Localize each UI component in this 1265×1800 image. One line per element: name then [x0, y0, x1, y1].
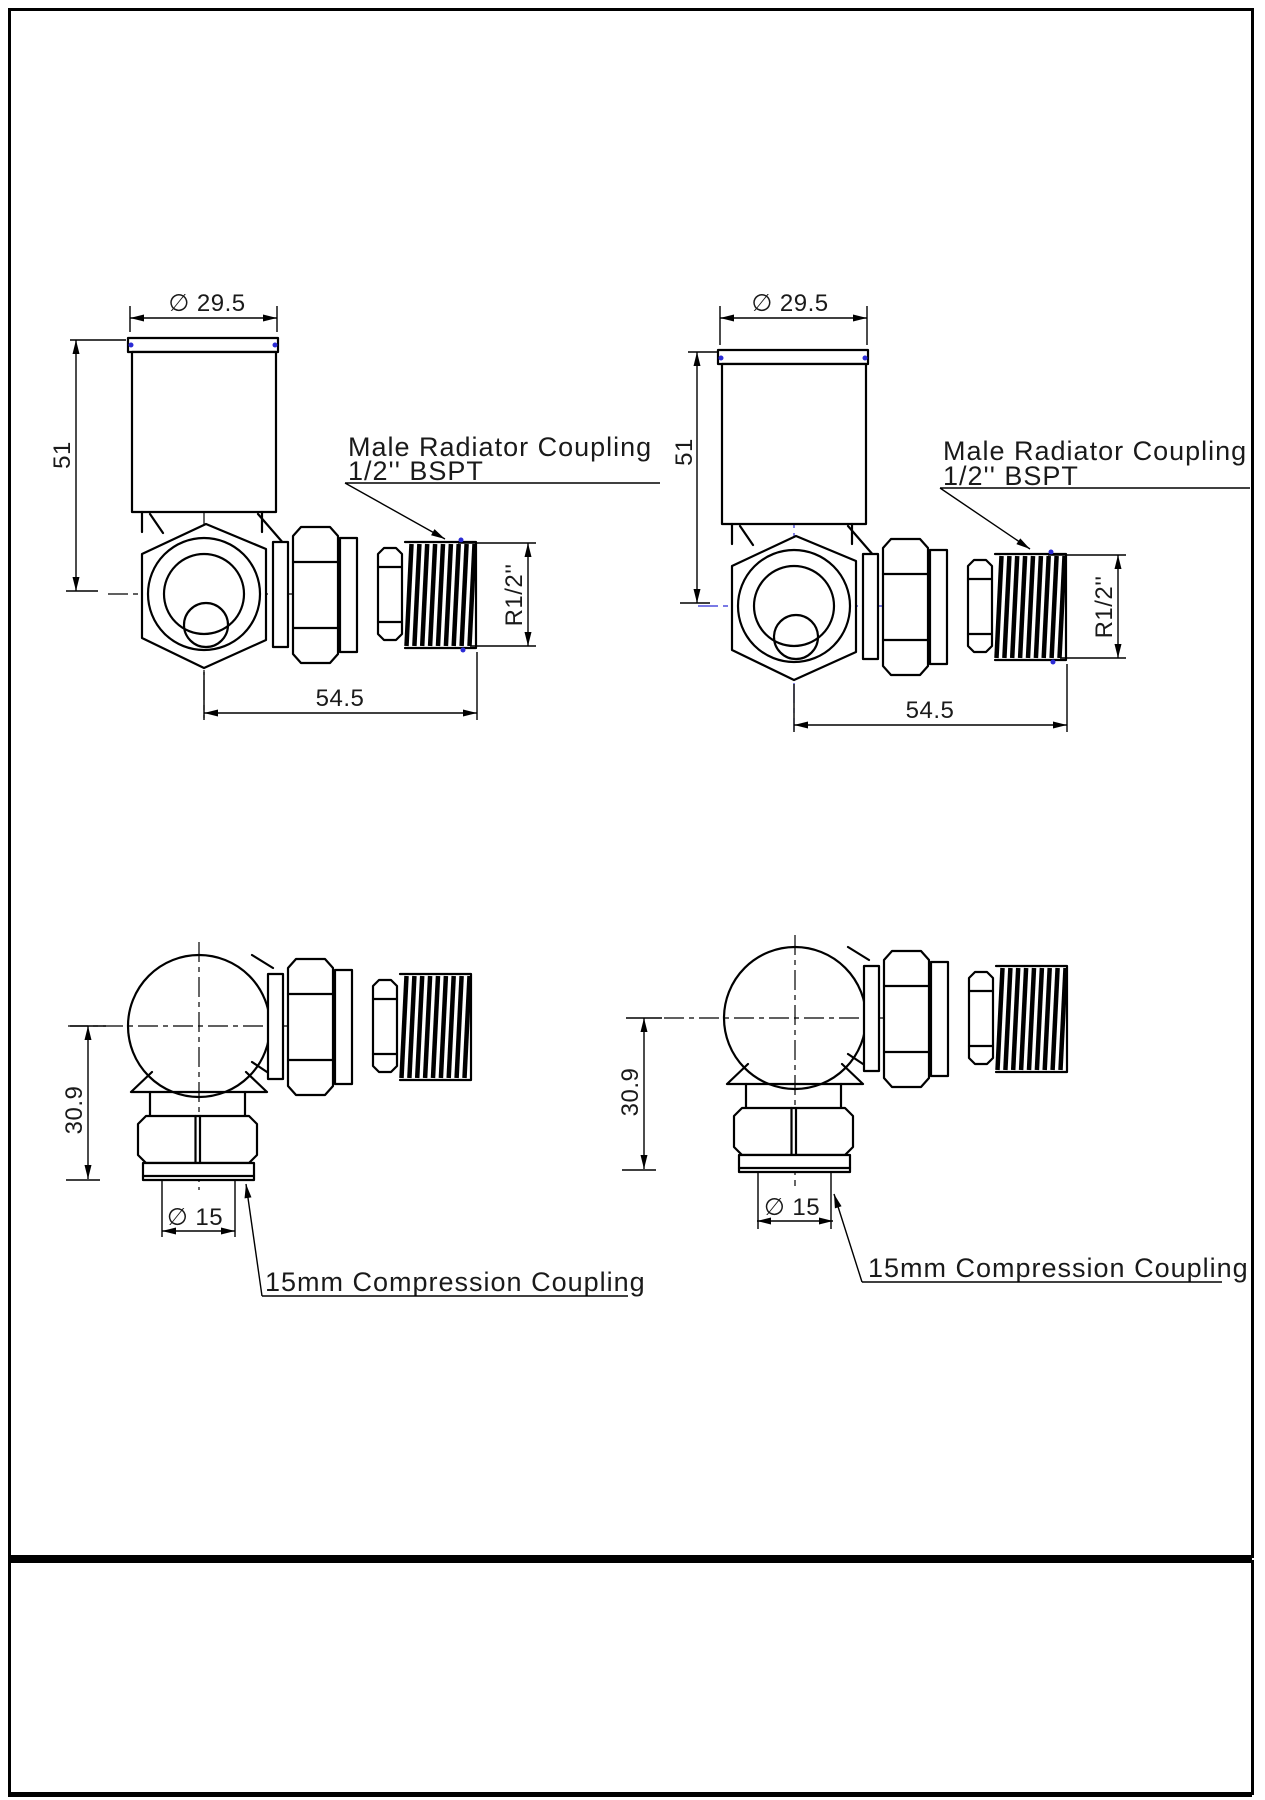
dim-text-thread-size: R1/2''	[501, 563, 528, 627]
callout-text: 15mm Compression Coupling	[265, 1267, 646, 1297]
callout-text-line2: 1/2'' BSPT	[348, 456, 484, 486]
callout-text-line1: Male Radiator Coupling	[943, 436, 1248, 466]
dim-text-cap-height: 51	[49, 441, 76, 469]
dim-pipe-diameter	[757, 1194, 833, 1225]
vertex-dot	[1051, 660, 1056, 665]
drawing-frame	[10, 10, 1253, 1557]
dim-text-cap-diameter: ∅ 29.5	[168, 290, 246, 317]
dim-text-body-height: 30.9	[61, 1085, 88, 1135]
valve-top-left	[128, 955, 471, 1237]
callout-compression-coupling	[831, 1193, 1249, 1283]
vertex-dot	[1049, 550, 1054, 555]
callout-leader	[940, 488, 1250, 549]
dim-text-pipe-diameter: ∅ 15	[166, 1204, 224, 1231]
dim-overall-length	[204, 652, 477, 720]
dim-text-cap-diameter: ∅ 29.5	[751, 290, 829, 317]
vertex-dot	[461, 648, 466, 653]
dim-text-thread-size: R1/2''	[1091, 575, 1118, 639]
dim-text-cap-height: 51	[671, 438, 698, 466]
title-block	[10, 1562, 1253, 1794]
vertex-dot	[719, 356, 724, 361]
dim-text-overall-length: 54.5	[905, 697, 955, 724]
view-front-left	[49, 290, 660, 720]
callout-text: 15mm Compression Coupling	[868, 1253, 1249, 1283]
valve-front-left	[128, 338, 476, 668]
dim-body-height	[61, 1026, 106, 1180]
vertex-dot	[459, 538, 464, 543]
dim-text-body-height: 30.9	[617, 1067, 644, 1117]
callout-male-coupling	[345, 432, 660, 542]
valve-front-right	[718, 350, 1066, 680]
dim-text-overall-length: 54.5	[315, 685, 365, 712]
view-top-right	[617, 935, 1249, 1283]
vertex-dot	[273, 343, 278, 348]
valve-top-right	[724, 947, 1067, 1229]
dim-overall-length	[794, 664, 1067, 732]
dim-body-height	[617, 1018, 662, 1170]
callout-compression-coupling	[243, 1184, 646, 1297]
dim-cap-height	[49, 340, 126, 591]
callout-text-line1: Male Radiator Coupling	[348, 432, 653, 462]
callout-male-coupling	[940, 436, 1250, 552]
view-top-left	[61, 942, 646, 1297]
callout-text-line2: 1/2'' BSPT	[943, 461, 1079, 491]
dim-pipe-diameter	[162, 1204, 235, 1235]
dim-cap-height	[671, 352, 717, 603]
dim-cap-diameter	[720, 290, 867, 345]
dim-text-pipe-diameter: ∅ 15	[763, 1194, 821, 1221]
callout-leader	[345, 483, 660, 539]
vertex-dot	[129, 343, 134, 348]
view-front-right	[671, 290, 1250, 732]
dim-cap-diameter	[130, 290, 277, 332]
vertex-dot	[863, 356, 868, 361]
